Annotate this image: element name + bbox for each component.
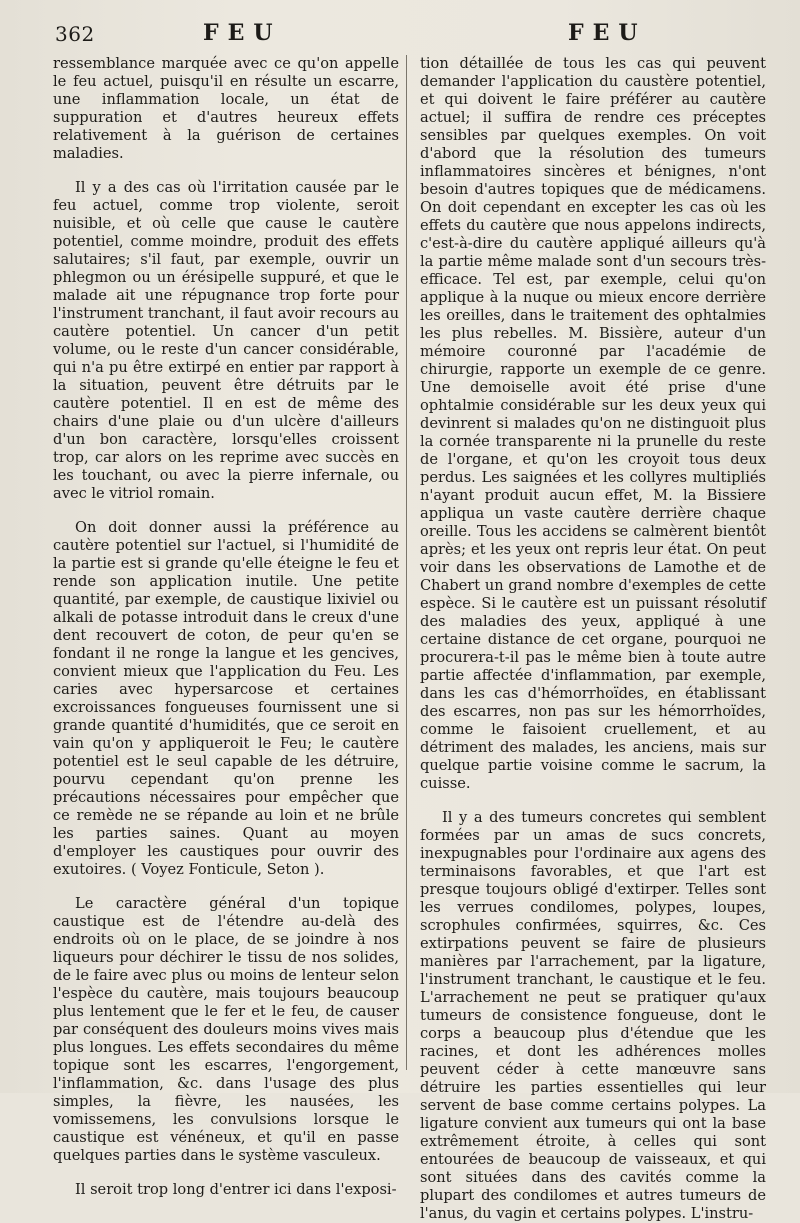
paragraph: Il y a des tumeurs concretes qui semblent formées par un amas de sucs concrets, inexpugnables pour l'ordinaire aux agens des terminaisons favorables, et que l'art est presque toujours obligé d'extirper. Telles sont les verrues condilomes, polypes, loupes, scrophules confirmées, squirres, &c. Ces extirpations peuvent se faire de plusieurs manières par l'arrachement, par la ligature, l'instrument tranchant, le caustique et le feu. L'arrachement ne peut se pratiquer qu'aux tumeurs de consistence fongueuse, dont le corps a beaucoup plus d'étendue que les racines, et dont les adhérences molles peuvent céder à cette manœuvre sans détruire les parties essentielles qui leur servent de base comme certains polypes. La ligature convient aux tumeurs qui ont la base extrêmement étroite, à celles qui sont entourées de beaucoup de vaisseaux, et qui sont situées dans des cavités comme la plupart des condilomes et autres tumeurs de l'anus, du vagin et certains polypes. L'instru- xyxy=(420,809,766,1222)
left-column xyxy=(53,55,399,1198)
paragraph: tion détaillée de tous les cas qui peuvent demander l'application du caustère potentiel, et qui doivent le faire préférer au cautère actuel; il suffira de rendre ces préceptes sensibles par quelques exemples. On voit d'abord que la résolution des tumeurs inflammatoires sincères et bénignes, n'ont besoin d'autres topiques que de médicamens. On doit cependant en excepter les cas où les effets du cautère que nous appelons indirects, c'est-à-dire du cautère appliqué ailleurs qu'à la partie même malade sont d'un secours très-efficace. Tel est, par exemple, celui qu'on applique à la nuque ou mieux encore derrière les oreilles, dans le traitement des ophtalmies les plus rebelles. M. Bissière, auteur d'un mémoire couronné par l'académie de chirurgie, rapporte un exemple de ce genre. Une demoiselle avoit été prise d'une ophtalmie considérable sur les deux yeux qui devinrent si malades qu'on ne distinguoit plus la cornée transparente ni la prunelle du reste de l'organe, et qu'on les croyoit tous deux perdus. Les saignées et les collyres multipliés n'ayant produit aucun effet, M. la Bissiere appliqua un vaste cautère derrière chaque oreille. Tous les accidens se calmèrent bientôt après; et les yeux ont repris leur état. On peut voir dans les observations de Lamothe et de Chabert un grand nombre d'exemples de cette espèce. Si le cautère est un puissant résolutif des maladies des yeux, appliqué à une certaine distance de cet organe, pourquoi ne procurera-t-il pas le même bien à toute autre partie affectée d'inflammation, par exemple, dans les cas d'hémorrhoïdes, en établissant des escarres, non pas sur les hémorrhoïdes, comme le faisoient cruellement, et au détriment des malades, les anciens, mais sur quelque partie voisine comme le sacrum, la cuisse. xyxy=(420,55,766,792)
right-column xyxy=(420,55,766,1222)
running-head-left: FEU xyxy=(203,20,282,46)
paragraph: On doit donner aussi la préférence au cautère potentiel sur l'actuel, si l'humidité de la partie est si grande qu'elle éteigne le feu et rende son application inutile. Une petite quantité, par exemple, de caustique lixiviel ou alkali de potasse introduit dans le creux d'une dent recouvert de coton, de peur qu'en se fondant il ne ronge la langue et les gencives, convient mieux que l'application du Feu. Les caries avec hypersarcose et certaines excroissances fongueuses fournissent une si grande quantité d'humidités, que ce seroit en vain qu'on y appliqueroit le Feu; le cautère potentiel est le seul capable de les détruire, pourvu cependant qu'on prenne les précautions nécessaires pour empêcher que ce remède ne se répande au loin et ne brûle les parties saines. Quant au moyen d'employer les caustiques pour ouvrir des exutoires. ( Voyez Fonticule, Seton ). xyxy=(53,519,399,878)
paragraph: Il seroit trop long d'entrer ici dans l'exposi- xyxy=(75,1181,397,1198)
column-divider xyxy=(406,55,407,1070)
paragraph: Il y a des cas où l'irritation causée par le feu actuel, comme trop violente, seroit nuisible, et où celle que cause le cautère potentiel, comme moindre, produit des effets salutaires; s'il faut, par exemple, ouvrir un phlegmon ou un érésipelle suppuré, et que le malade ait une répugnance trop forte pour l'instrument tranchant, il faut avoir recours au cautère potentiel. Un cancer d'un petit volume, ou le reste d'un cancer considérable, qui n'a pu être extirpé en entier par rapport à la situation, peuvent être détruits par le cautère potentiel. Il en est de même des chairs d'une plaie ou d'un ulcère d'ailleurs d'un bon caractère, lorsqu'elles croissent trop, car alors on les reprime avec succès en les touchant, ou avec la pierre infernale, ou avec le vitriol romain. xyxy=(53,179,399,502)
page-header xyxy=(0,20,800,50)
paragraph: ressemblance marquée avec ce qu'on appelle le feu actuel, puisqu'il en résulte un escarre, une inflammation locale, un état de suppuration et d'autres heureux effets relativement à la guérison de certaines maladies. xyxy=(53,55,399,162)
running-head-right: FEU xyxy=(568,20,647,46)
paragraph: Le caractère général d'un topique caustique est de l'étendre au-delà des endroits où on le place, de se joindre à nos liqueurs pour déchirer le tissu de nos solides, de le faire avec plus ou moins de lenteur selon l'espèce du cautère, mais toujours beaucoup plus lentement que le fer et le feu, de causer par conséquent des douleurs moins vives mais plus longues. Les effets secondaires du même topique sont les escarres, l'engorgement, l'inflammation, &c. dans l'usage des plus simples, la fièvre, les nausées, les vomissemens, les convulsions lorsque le caustique est vénéneux, et qu'il en passe quelques parties dans le système vasculeux. xyxy=(53,895,399,1164)
page-number: 362 xyxy=(55,22,95,46)
